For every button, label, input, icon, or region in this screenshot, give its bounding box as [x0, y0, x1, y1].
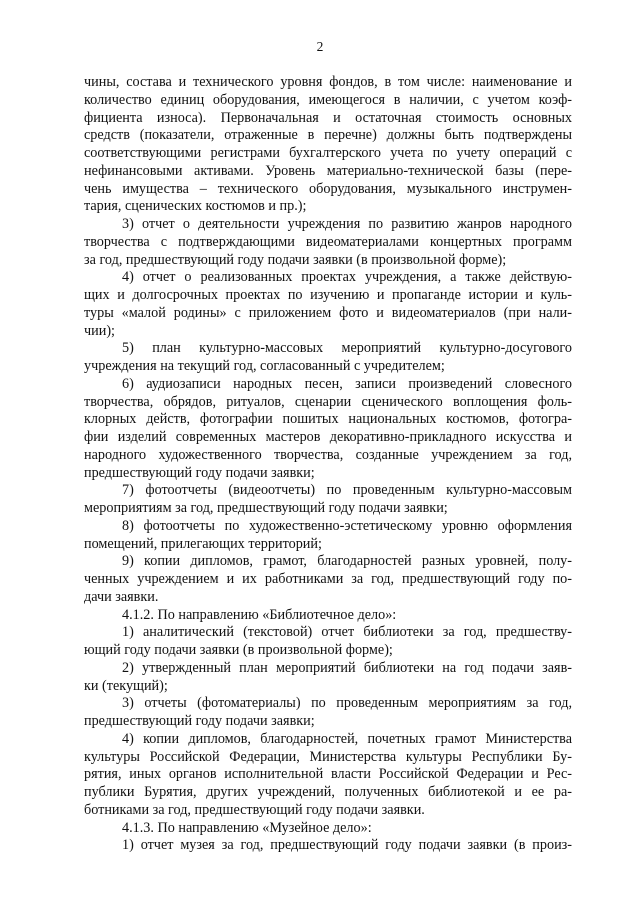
text-line: дачи заявки. [84, 588, 159, 605]
text-line: 7) фотоотчеты (видеоотчеты) по проведенным культурно-массовым [122, 482, 572, 499]
document-body [84, 74, 572, 855]
text-line: соответствующими регистрами бухгалтерского учета по учету операций с [84, 145, 572, 161]
text-line: творчества с подтверждающими видеоматериалами концертных программ [84, 233, 572, 250]
text-line: 4.1.3. По направлению «Музейное дело»: [122, 819, 372, 836]
text-line: 6) аудиозаписи народных песен, записи произведений словесного [122, 375, 572, 392]
text-line: 3) отчеты (фотоматериалы) по проведенным мероприятиям за год, [122, 695, 572, 712]
text-line: 8) фотоотчеты по художественно-эстетическому уровню оформления [122, 517, 572, 534]
text-line: ки (текущий); [84, 677, 168, 694]
text-line: за год, предшествующий году подачи заявки (в произвольной форме); [84, 251, 507, 268]
text-line: 4.1.2. По направлению «Библиотечное дело»: [122, 606, 397, 623]
text-line: чии); [84, 322, 115, 339]
text-line: 4) копии дипломов, благодарностей, почетных грамот Министерства [122, 730, 572, 747]
text-line: клорных действ, фотографии пошитых национальных костюмов, фотогра- [84, 411, 572, 428]
text-line: предшествующий году подачи заявки; [84, 464, 315, 481]
text-line: 2) утвержденный план мероприятий библиотеки на год подачи заяв- [122, 659, 572, 676]
text-line: ющий году подачи заявки (в произвольной форме); [84, 642, 393, 658]
text-line: средств (показатели, отраженные в перечне) должны быть подтверждены [84, 127, 572, 144]
text-line: учреждения на текущий год, согласованный с учредителем; [84, 358, 445, 374]
page-number: 2 [316, 39, 324, 54]
text-line: 1) аналитический (текстовой) отчет библиотеки за год, предшеству- [122, 624, 572, 641]
text-line: рятия, иных органов исполнительной власти Российской Федерации и Рес- [84, 766, 572, 783]
text-line: нефинансовыми активами. Уровень материально-технической базы (пере- [84, 162, 572, 179]
text-line: 5) план культурно-массовых мероприятий культурно-досугового [122, 340, 572, 357]
text-line: фициента износа). Первоначальная и остаточная стоимость основных [84, 109, 572, 126]
text-line: культуры Российской Федерации, Министерства культуры Республики Бу- [84, 748, 572, 765]
text-line: публики Бурятия, других учреждений, полученных библиотекой и ее ра- [84, 784, 572, 800]
text-line: фии изделий современных мастеров декоративно-прикладного искусства и [84, 429, 572, 445]
text-line: чины, состава и технического уровня фондов, в том числе: наименование и [84, 74, 572, 90]
text-line: помещений, прилегающих территорий; [84, 535, 322, 552]
text-line: 3) отчет о деятельности учреждения по развитию жанров народного [122, 216, 572, 232]
text-line: чень имущества – технического оборудования, музыкального инструмен- [84, 180, 572, 197]
text-line: 4) отчет о реализованных проектах учреждения, а также действую- [122, 269, 572, 286]
text-line: ченных учреждением и их работниками за год, предшествующий году по- [84, 571, 572, 587]
text-line: 9) копии дипломов, грамот, благодарностей разных уровней, полу- [122, 553, 572, 570]
text-line: щих и долгосрочных проектах по изучению и пропаганде истории и куль- [84, 287, 572, 303]
text-line: ботниками за год, предшествующий году подачи заявки. [84, 801, 425, 818]
text-line: мероприятиям за год, предшествующий году подачи заявки; [84, 500, 448, 516]
text-line: предшествующий году подачи заявки; [84, 713, 315, 729]
text-line: тария, сценических костюмов и пр.); [84, 198, 307, 215]
text-line: 1) отчет музея за год, предшествующий году подачи заявки (в произ- [122, 837, 572, 854]
text-line: народного художественного творчества, созданные учреждением за год, [84, 446, 572, 463]
text-line: туры «малой родины» с приложением фото и видеоматериалов (при нали- [84, 304, 572, 321]
text-line: творчества, обрядов, ритуалов, сценарии сценического воплощения фоль- [84, 393, 572, 410]
text-line: количество единиц оборудования, имеющегося в наличии, с учетом коэф- [84, 91, 572, 108]
